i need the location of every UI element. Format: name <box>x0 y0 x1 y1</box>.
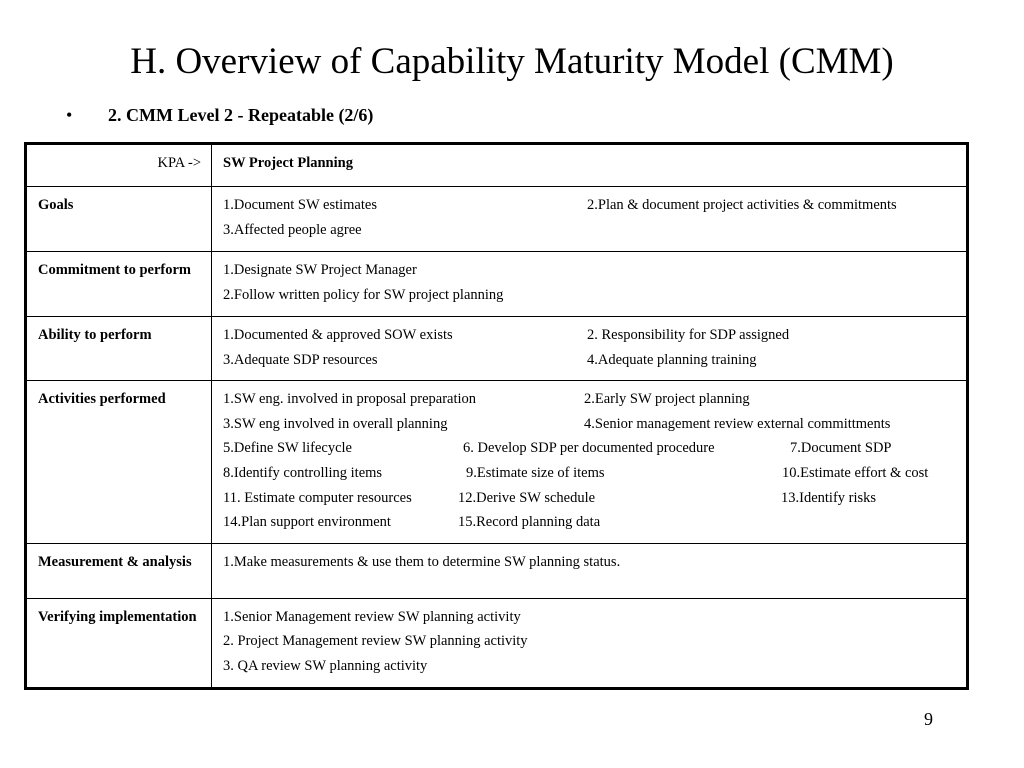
content-line <box>223 350 959 375</box>
slide-title: H. Overview of Capability Maturity Model (CMM) <box>130 41 894 82</box>
content-line <box>223 631 959 656</box>
content-item: 5.Define SW lifecycle <box>223 440 352 457</box>
content-item: 2.Plan & document project activities & commitments <box>587 197 897 213</box>
table-row <box>26 543 968 598</box>
content-item: 14.Plan support environment <box>223 514 391 531</box>
content-line <box>223 438 959 463</box>
content-line <box>223 285 959 310</box>
content-item: 2. Project Management review SW planning activity <box>223 633 528 650</box>
content-line <box>223 512 959 537</box>
content-line <box>223 389 959 414</box>
content-line <box>223 325 959 350</box>
row-label: Goals <box>26 187 212 252</box>
content-item: 1.Senior Management review SW planning activity <box>223 608 521 625</box>
row-content <box>212 543 968 598</box>
table-row <box>26 598 968 688</box>
row-label: Measurement & analysis <box>26 543 212 598</box>
content-item: 10.Estimate effort & cost <box>782 464 929 481</box>
content-line <box>223 260 959 285</box>
kpa-name: SW Project Planning <box>212 144 968 187</box>
content-item: 1.Documented & approved SOW exists <box>223 327 453 343</box>
table-header-row <box>26 144 968 187</box>
content-line <box>223 607 959 632</box>
content-line <box>223 414 959 439</box>
row-content <box>212 598 968 688</box>
content-item: 2.Early SW project planning <box>584 391 750 408</box>
content-line <box>223 488 959 513</box>
content-item: 2. Responsibility for SDP assigned <box>587 327 790 343</box>
content-item: 3. QA review SW planning activity <box>223 657 428 674</box>
table-row <box>26 381 968 544</box>
content-item: 1.Designate SW Project Manager <box>223 262 417 278</box>
content-item: 1.SW eng. involved in proposal preparation <box>223 391 477 408</box>
content-item: 15.Record planning data <box>458 514 601 531</box>
row-content <box>212 317 968 381</box>
content-item: 3.Adequate SDP resources <box>223 351 378 368</box>
row-content <box>212 252 968 317</box>
content-item: 8.Identify controlling items <box>223 464 383 481</box>
content-item: 6. Develop SDP per documented procedure <box>463 440 715 457</box>
content-item: 1.Document SW estimates <box>223 197 377 213</box>
table-row <box>26 187 968 252</box>
content-item: 9.Estimate size of items <box>466 464 605 481</box>
content-line <box>223 195 959 220</box>
row-content <box>212 187 968 252</box>
content-item: 7.Document SDP <box>790 440 892 457</box>
content-item: 1.Make measurements & use them to determine SW planning status. <box>223 553 621 570</box>
content-item: 3.Affected people agree <box>223 221 362 238</box>
content-line <box>223 220 959 245</box>
content-item: 12.Derive SW schedule <box>458 489 596 506</box>
page-number: 9 <box>924 709 933 729</box>
content-line <box>223 552 959 577</box>
table-row <box>26 317 968 381</box>
row-content <box>212 381 968 544</box>
slide-subtitle: 2. CMM Level 2 - Repeatable (2/6) <box>108 105 374 125</box>
table-row <box>26 252 968 317</box>
kpa-label: KPA -> <box>26 144 212 187</box>
row-label: Verifying implementation <box>26 598 212 688</box>
row-label: Activities performed <box>26 381 212 544</box>
content-item: 3.SW eng involved in overall planning <box>223 415 448 432</box>
content-item: 2.Follow written policy for SW project planning <box>223 286 504 303</box>
row-label: Commitment to perform <box>26 252 212 317</box>
content-item: 11. Estimate computer resources <box>223 489 412 506</box>
kpa-table <box>24 142 969 690</box>
content-line <box>223 463 959 488</box>
content-item: 4.Adequate planning training <box>587 351 757 368</box>
row-label: Ability to perform <box>26 317 212 381</box>
content-line <box>223 656 959 681</box>
content-item: 4.Senior management review external committments <box>584 415 891 432</box>
bullet-marker: • <box>66 105 73 125</box>
content-item: 13.Identify risks <box>781 489 877 506</box>
